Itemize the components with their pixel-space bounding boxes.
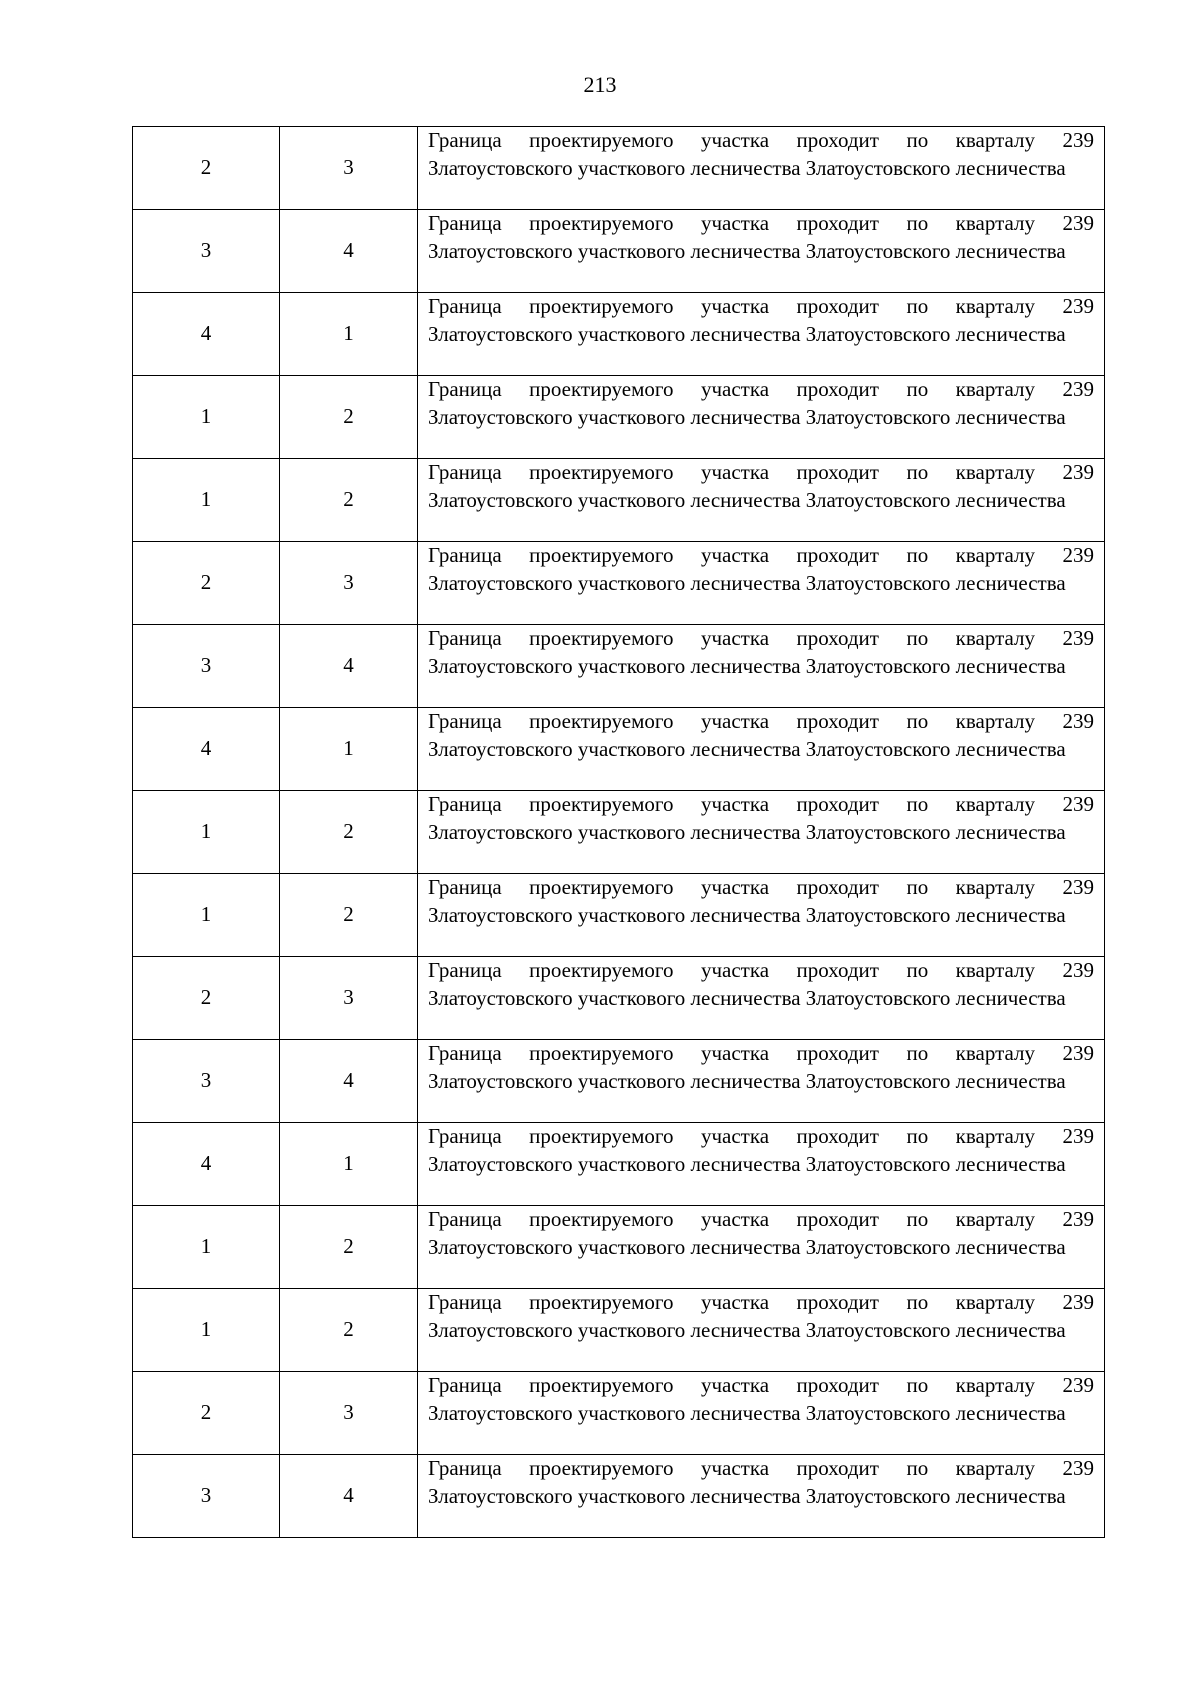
point-from-cell: 1 (133, 874, 280, 957)
point-from-cell: 3 (133, 210, 280, 293)
point-to-cell: 3 (280, 1372, 418, 1455)
boundary-description-cell: Граница проектируемого участка проходит по кварталу 239 Златоустовского участкового лесничества Златоустовского лесничества (418, 791, 1105, 874)
point-to-cell: 3 (280, 127, 418, 210)
point-to-cell: 2 (280, 1289, 418, 1372)
point-from-cell: 1 (133, 459, 280, 542)
point-to-cell: 3 (280, 957, 418, 1040)
table-row (133, 708, 1105, 791)
table-row (133, 459, 1105, 542)
point-to-cell: 4 (280, 1040, 418, 1123)
table-row (133, 210, 1105, 293)
table-row (133, 1289, 1105, 1372)
point-to-cell: 4 (280, 1455, 418, 1538)
boundary-description-cell: Граница проектируемого участка проходит по кварталу 239 Златоустовского участкового лесничества Златоустовского лесничества (418, 1123, 1105, 1206)
point-from-cell: 2 (133, 542, 280, 625)
boundary-description-cell: Граница проектируемого участка проходит по кварталу 239 Златоустовского участкового лесничества Златоустовского лесничества (418, 542, 1105, 625)
point-from-cell: 4 (133, 1123, 280, 1206)
boundary-description-cell: Граница проектируемого участка проходит по кварталу 239 Златоустовского участкового лесничества Златоустовского лесничества (418, 625, 1105, 708)
point-from-cell: 4 (133, 708, 280, 791)
point-from-cell: 1 (133, 1289, 280, 1372)
boundary-description-cell: Граница проектируемого участка проходит по кварталу 239 Златоустовского участкового лесничества Златоустовского лесничества (418, 459, 1105, 542)
table-row (133, 874, 1105, 957)
point-from-cell: 1 (133, 1206, 280, 1289)
point-from-cell: 2 (133, 1372, 280, 1455)
table-row (133, 293, 1105, 376)
point-to-cell: 2 (280, 791, 418, 874)
table-row (133, 1206, 1105, 1289)
boundary-table (132, 126, 1105, 1538)
point-to-cell: 1 (280, 708, 418, 791)
boundary-description-cell: Граница проектируемого участка проходит по кварталу 239 Златоустовского участкового лесничества Златоустовского лесничества (418, 1289, 1105, 1372)
boundary-description-cell: Граница проектируемого участка проходит по кварталу 239 Златоустовского участкового лесничества Златоустовского лесничества (418, 708, 1105, 791)
boundary-description-cell: Граница проектируемого участка проходит по кварталу 239 Златоустовского участкового лесничества Златоустовского лесничества (418, 1455, 1105, 1538)
point-to-cell: 2 (280, 874, 418, 957)
table-row (133, 1455, 1105, 1538)
table-row (133, 1372, 1105, 1455)
table-body (133, 127, 1105, 1538)
point-from-cell: 3 (133, 1040, 280, 1123)
table-row (133, 625, 1105, 708)
point-to-cell: 3 (280, 542, 418, 625)
point-to-cell: 4 (280, 625, 418, 708)
table-row (133, 791, 1105, 874)
point-from-cell: 4 (133, 293, 280, 376)
table-row (133, 376, 1105, 459)
page-number: 213 (583, 72, 617, 97)
boundary-description-cell: Граница проектируемого участка проходит по кварталу 239 Златоустовского участкового лесничества Златоустовского лесничества (418, 957, 1105, 1040)
table-row (133, 957, 1105, 1040)
table-row (133, 542, 1105, 625)
boundary-description-cell: Граница проектируемого участка проходит по кварталу 239 Златоустовского участкового лесничества Златоустовского лесничества (418, 874, 1105, 957)
table-row (133, 127, 1105, 210)
point-from-cell: 1 (133, 376, 280, 459)
point-to-cell: 2 (280, 376, 418, 459)
point-from-cell: 1 (133, 791, 280, 874)
boundary-description-cell: Граница проектируемого участка проходит по кварталу 239 Златоустовского участкового лесничества Златоустовского лесничества (418, 1206, 1105, 1289)
point-to-cell: 1 (280, 1123, 418, 1206)
point-from-cell: 2 (133, 957, 280, 1040)
point-from-cell: 3 (133, 1455, 280, 1538)
point-from-cell: 2 (133, 127, 280, 210)
boundary-description-cell: Граница проектируемого участка проходит по кварталу 239 Златоустовского участкового лесничества Златоустовского лесничества (418, 127, 1105, 210)
boundary-description-cell: Граница проектируемого участка проходит по кварталу 239 Златоустовского участкового лесничества Златоустовского лесничества (418, 1040, 1105, 1123)
table-row (133, 1040, 1105, 1123)
point-to-cell: 4 (280, 210, 418, 293)
point-to-cell: 1 (280, 293, 418, 376)
point-from-cell: 3 (133, 625, 280, 708)
table-row (133, 1123, 1105, 1206)
point-to-cell: 2 (280, 1206, 418, 1289)
boundary-description-cell: Граница проектируемого участка проходит по кварталу 239 Златоустовского участкового лесничества Златоустовского лесничества (418, 293, 1105, 376)
boundary-description-cell: Граница проектируемого участка проходит по кварталу 239 Златоустовского участкового лесничества Златоустовского лесничества (418, 376, 1105, 459)
boundary-description-cell: Граница проектируемого участка проходит по кварталу 239 Златоустовского участкового лесничества Златоустовского лесничества (418, 1372, 1105, 1455)
point-to-cell: 2 (280, 459, 418, 542)
boundary-description-cell: Граница проектируемого участка проходит по кварталу 239 Златоустовского участкового лесничества Златоустовского лесничества (418, 210, 1105, 293)
